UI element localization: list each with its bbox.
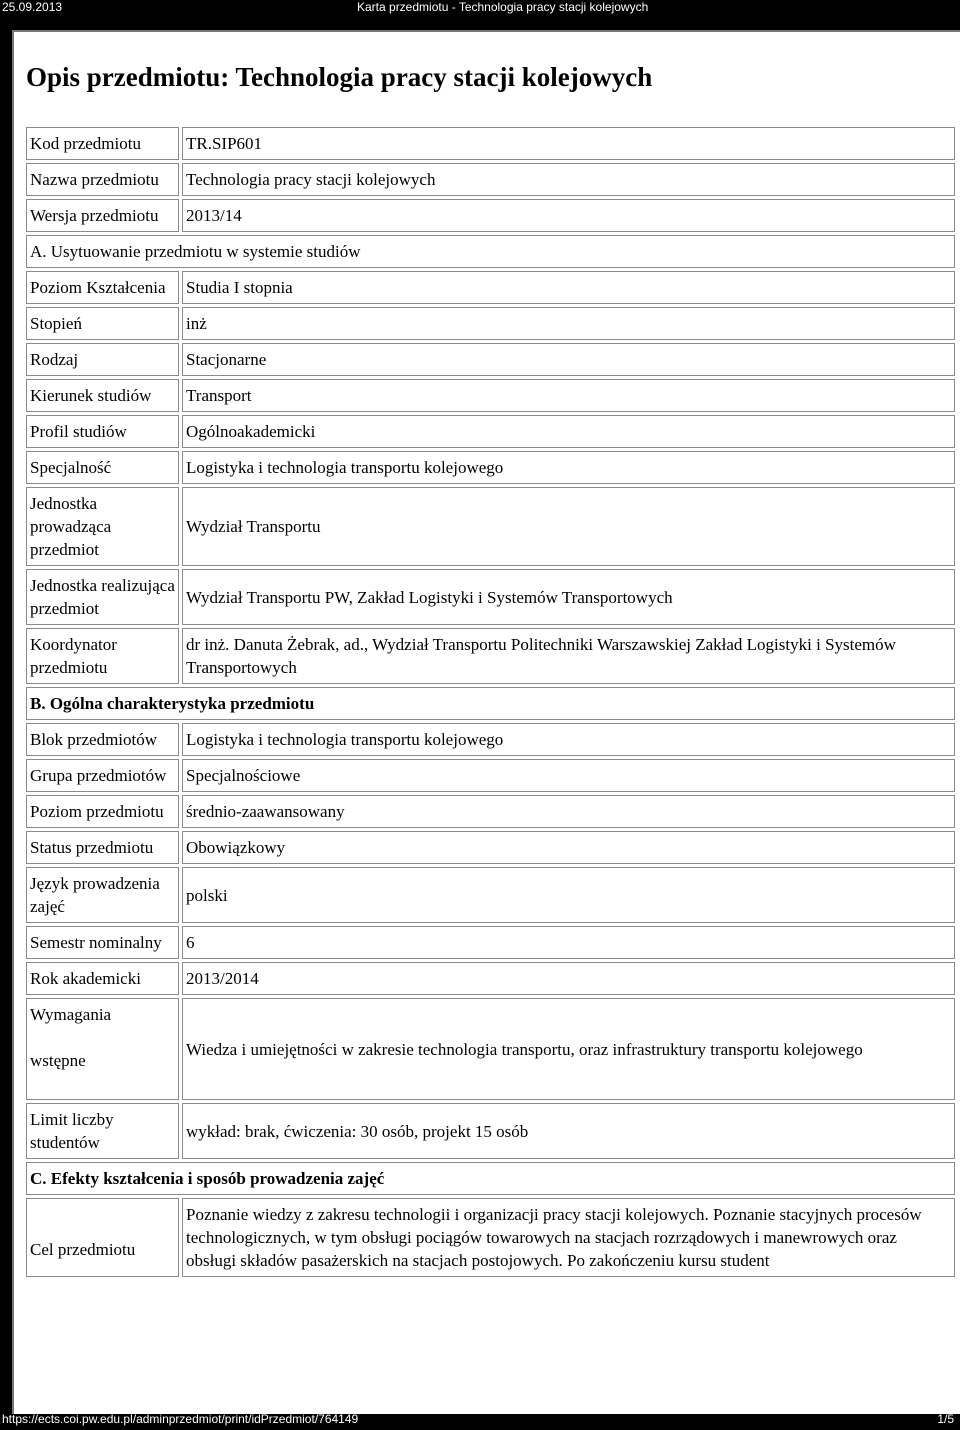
page-number: 1/5 [937,1412,954,1426]
field-label: Semestr nominalny [26,926,179,959]
field-value: 2013/2014 [182,962,955,995]
field-label: Rodzaj [26,343,179,376]
field-value: Logistyka i technologia transportu kolejowego [182,451,955,484]
field-label: Nazwa przedmiotu [26,163,179,196]
print-header [0,0,960,14]
table-row [26,926,955,959]
field-label: Limit liczby studentów [26,1103,179,1159]
field-label: Poziom przedmiotu [26,795,179,828]
field-label: Jednostka prowadząca przedmiot [26,487,179,566]
table-row [26,759,955,792]
goal-label: Cel przedmiotu [30,1239,136,1259]
field-label [26,998,179,1100]
print-title: Karta przedmiotu - Technologia pracy stacji kolejowych [357,0,649,14]
prereq-label-top: Wymagania [30,1005,112,1024]
field-value: Technologia pracy stacji kolejowych [182,163,955,196]
table-row [26,379,955,412]
field-value: Wiedza i umiejętności w zakresie technologia transportu, oraz infrastruktury transportu kolejowego [182,998,955,1100]
table-row [26,831,955,864]
section-heading-row [26,687,955,720]
field-label: Specjalność [26,451,179,484]
table-row [26,487,955,566]
field-label: Koordynator przedmiotu [26,628,179,684]
table-row [26,271,955,304]
field-value: Wydział Transportu PW, Zakład Logistyki i Systemów Transportowych [182,569,955,625]
table-row [26,415,955,448]
field-label: Profil studiów [26,415,179,448]
section-heading-row [26,1162,955,1195]
field-value: 2013/14 [182,199,955,232]
table-row [26,962,955,995]
print-date: 25.09.2013 [2,0,63,14]
field-label: Stopień [26,307,179,340]
table-row [26,795,955,828]
table-row [26,199,955,232]
table-row [26,343,955,376]
table-row [26,569,955,625]
course-info-table [23,124,958,1280]
field-value: Stacjonarne [182,343,955,376]
field-label [26,1198,179,1277]
print-footer [0,1412,960,1430]
section-b-heading: B. Ogólna charakterystyka przedmiotu [26,687,955,720]
field-value: TR.SIP601 [182,127,955,160]
table-row [26,628,955,684]
field-label: Blok przedmiotów [26,723,179,756]
table-row [26,867,955,923]
field-value: dr inż. Danuta Żebrak, ad., Wydział Transportu Politechniki Warszawskiej Zakład Logistyki i Systemów Transportowych [182,628,955,684]
table-row [26,163,955,196]
field-label: Rok akademicki [26,962,179,995]
field-label: Wersja przedmiotu [26,199,179,232]
field-value: Studia I stopnia [182,271,955,304]
print-url: https://ects.coi.pw.edu.pl/adminprzedmiot/print/idPrzedmiot/764149 [2,1412,359,1426]
field-value: Poznanie wiedzy z zakresu technologii i organizacji pracy stacji kolejowych. Poznanie stacyjnych procesów technologicznych, w tym obsługi pociągów towarowych na stacjach rozrządowych i manewrowych oraz obsługi składów pasażerskich na stacjach postojowych. Po zakończeniu kursu student [182,1198,955,1277]
table-row [26,1103,955,1159]
field-label: Poziom Kształcenia [26,271,179,304]
field-value: inż [182,307,955,340]
field-value: Wydział Transportu [182,487,955,566]
table-row [26,307,955,340]
prereq-label-bottom: wstępne [30,1051,86,1070]
field-value: Obowiązkowy [182,831,955,864]
section-c-heading: C. Efekty kształcenia i sposób prowadzenia zajęć [26,1162,955,1195]
table-row [26,998,955,1100]
table-row [26,127,955,160]
field-label: Grupa przedmiotów [26,759,179,792]
table-row [26,451,955,484]
page-title: Opis przedmiotu: Technologia pracy stacji kolejowych [26,62,653,92]
field-value: 6 [182,926,955,959]
field-value: wykład: brak, ćwiczenia: 30 osób, projekt 15 osób [182,1103,955,1159]
field-value: Ogólnoakademicki [182,415,955,448]
field-label: Jednostka realizująca przedmiot [26,569,179,625]
field-value: średnio-zaawansowany [182,795,955,828]
field-value: Transport [182,379,955,412]
table-row [26,1198,955,1277]
field-label: Status przedmiotu [26,831,179,864]
section-heading-row [26,235,955,268]
field-label: Kod przedmiotu [26,127,179,160]
document-page [12,30,960,1414]
field-label: Język prowadzenia zajęć [26,867,179,923]
field-value: Specjalnościowe [182,759,955,792]
field-value: Logistyka i technologia transportu kolejowego [182,723,955,756]
field-value: polski [182,867,955,923]
field-label: Kierunek studiów [26,379,179,412]
table-row [26,723,955,756]
section-a-heading: A. Usytuowanie przedmiotu w systemie studiów [26,235,955,268]
